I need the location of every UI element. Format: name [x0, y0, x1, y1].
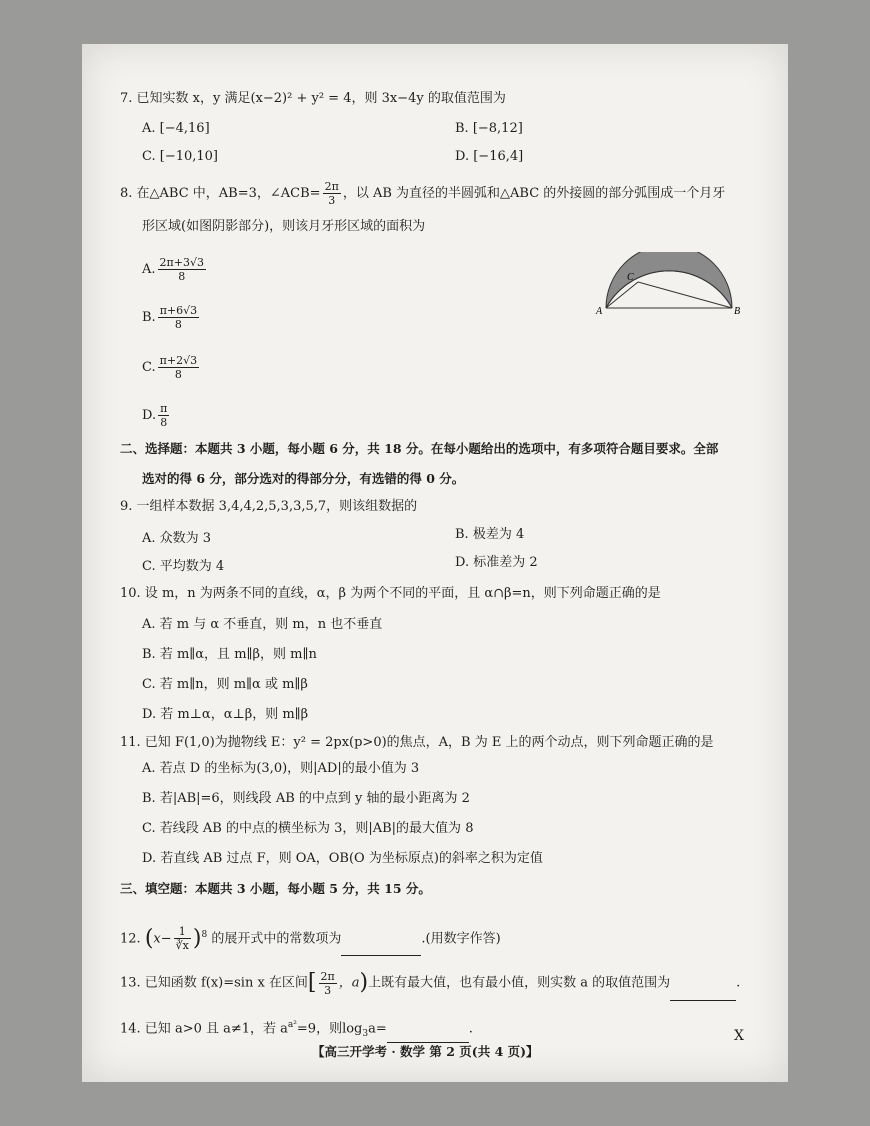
- q9-option-c: C. 平均数为 4: [142, 559, 225, 574]
- q12-paren-open: (: [144, 925, 154, 951]
- q13-den: 3: [324, 983, 332, 997]
- q8-d-num: π: [160, 402, 168, 415]
- q8-stem-line2: 形区域(如图阴影部分)，则该月牙形区域的面积为: [142, 219, 426, 234]
- q10-option-b: B. 若 m∥α，且 m∥β，则 m∥n: [142, 647, 317, 662]
- q13-answer-blank[interactable]: [670, 986, 736, 1001]
- q12-tail: .(用数字作答): [421, 931, 501, 947]
- q13-bracket-open: [: [307, 970, 317, 995]
- q8-b-den: 8: [174, 318, 182, 331]
- q10-option-a: A. 若 m 与 α 不垂直，则 m，n 也不垂直: [142, 617, 383, 632]
- q14-stem: [120, 1016, 473, 1043]
- q8-a-label: A.: [142, 262, 156, 277]
- q14-pre: 14. 已知 a>0 且 a≠1，若 a: [120, 1021, 288, 1037]
- q14-subscript: 3: [362, 1028, 369, 1039]
- q10-stem: 10. 设 m，n 为两条不同的直线，α，β 为两个不同的平面，且 α∩β=n，则下列命题正确的是: [120, 586, 661, 601]
- q12-num: 1: [174, 925, 191, 939]
- q12-exponent: 8: [201, 930, 208, 940]
- q8-option-d: [142, 402, 171, 429]
- q13-fraction: [319, 970, 337, 997]
- q12-den: ∛x: [175, 939, 189, 953]
- q11-option-c: C. 若线段 AB 的中点的横坐标为 3，则|AB|的最大值为 8: [142, 821, 474, 836]
- q12-x-term: x−: [153, 931, 172, 947]
- q9-option-a: A. 众数为 3: [142, 531, 212, 546]
- q8-a-fraction: [158, 256, 206, 283]
- q12-stem: [120, 918, 501, 956]
- q8-c-label: C.: [142, 360, 156, 375]
- q13-num: 2π: [320, 969, 335, 983]
- q7-stem: 7. 已知实数 x，y 满足(x−2)² + y² = 4，则 3x−4y 的取值范围为: [120, 91, 506, 106]
- q11-stem: 11. 已知 F(1,0)为抛物线 E：y² = 2px(p>0)的焦点，A，B 为 E 上的两个动点，则下列命题正确的是: [120, 735, 714, 750]
- q12-paren-close: ): [192, 925, 202, 951]
- q8-stem-pre: 8. 在△ABC 中，AB=3，∠ACB=: [120, 186, 321, 201]
- q9-stem: 9. 一组样本数据 3,4,4,2,5,3,3,5,7，则该组数据的: [120, 499, 418, 514]
- q10-option-d: D. 若 m⊥α，α⊥β，则 m∥β: [142, 707, 309, 722]
- section3-heading: 三、填空题：本题共 3 小题，每小题 5 分，共 15 分。: [120, 881, 431, 896]
- q12-post: 的展开式中的常数项为: [211, 931, 342, 947]
- q11-option-a: A. 若点 D 的坐标为(3,0)，则|AD|的最小值为 3: [142, 761, 420, 776]
- q8-d-fraction: [158, 402, 169, 429]
- q13-pre: 13. 已知函数 f(x)=sin x 在区间: [120, 975, 308, 991]
- q8-stem-post: ，以 AB 为直径的半圆弧和△ABC 的外接圆的部分弧围成一个月牙: [342, 186, 726, 201]
- q8-option-c: [142, 354, 201, 381]
- q8-a-den: 8: [178, 270, 186, 283]
- section2-heading: 二、选择题：本题共 3 小题，每小题 6 分，共 18 分。在每小题给出的选项中，有多项符合题目要求。全部: [120, 441, 719, 456]
- q8-c-den: 8: [174, 368, 182, 381]
- q13-stem: [120, 966, 740, 1001]
- q13-a: ，a: [338, 975, 360, 991]
- q8-b-label: B.: [142, 310, 156, 325]
- q11-option-b: B. 若|AB|=6，则线段 AB 的中点到 y 轴的最小距离为 2: [142, 791, 470, 806]
- q8-crescent-figure: [594, 252, 744, 322]
- q8-stem: [120, 180, 725, 207]
- q7-option-c: C. [−10,10]: [142, 149, 219, 164]
- q7-option-b: B. [−8,12]: [455, 121, 523, 136]
- q7-option-d: D. [−16,4]: [455, 149, 524, 164]
- q12-fraction: [174, 925, 191, 952]
- q8-d-den: 8: [160, 416, 168, 429]
- q8-c-fraction: [158, 354, 199, 381]
- section2-heading-line2: 选对的得 6 分，部分选对的得部分分，有选错的得 0 分。: [142, 471, 465, 486]
- page-mark-x: X: [734, 1028, 744, 1044]
- q8-d-label: D.: [142, 408, 157, 423]
- figure-label-b: B: [734, 306, 741, 317]
- q9-option-d: D. 标准差为 2: [455, 555, 538, 570]
- q12-number: 12.: [120, 931, 141, 947]
- page-footer: 【高三开学考 · 数学 第 2 页(共 4 页)】: [312, 1044, 539, 1059]
- q8-angle-fraction: [323, 180, 341, 207]
- q11-option-d: D. 若直线 AB 过点 F，则 OA，OB(O 为坐标原点)的斜率之积为定值: [142, 851, 543, 866]
- q8-angle-den: 3: [328, 194, 336, 207]
- figure-label-a: A: [596, 306, 603, 317]
- crescent-shaded-region: [606, 252, 732, 308]
- q14-post: a=: [368, 1021, 387, 1037]
- q8-b-fraction: [158, 304, 199, 331]
- q14-answer-blank[interactable]: [387, 1028, 469, 1043]
- q8-b-num: π+6√3: [159, 304, 198, 317]
- q9-option-b: B. 极差为 4: [455, 527, 525, 542]
- q12-answer-blank[interactable]: [341, 941, 421, 956]
- q13-paren-close: ): [359, 970, 369, 995]
- q8-a-num: 2π+3√3: [159, 256, 204, 269]
- q8-angle-num: 2π: [324, 180, 339, 193]
- q14-superscript: a²: [287, 1020, 297, 1030]
- q14-mid: =9，则log: [296, 1021, 363, 1037]
- q8-c-num: π+2√3: [159, 354, 198, 367]
- q7-option-a: A. [−4,16]: [142, 121, 210, 136]
- q8-option-b: [142, 304, 201, 331]
- q13-post: 上既有最大值，也有最小值，则实数 a 的取值范围为: [368, 975, 671, 991]
- q13-tail: .: [736, 975, 741, 991]
- figure-label-c: C: [627, 272, 634, 283]
- q14-tail: .: [468, 1021, 473, 1037]
- q8-option-a: [142, 256, 208, 283]
- q10-option-c: C. 若 m∥n，则 m∥α 或 m∥β: [142, 677, 308, 692]
